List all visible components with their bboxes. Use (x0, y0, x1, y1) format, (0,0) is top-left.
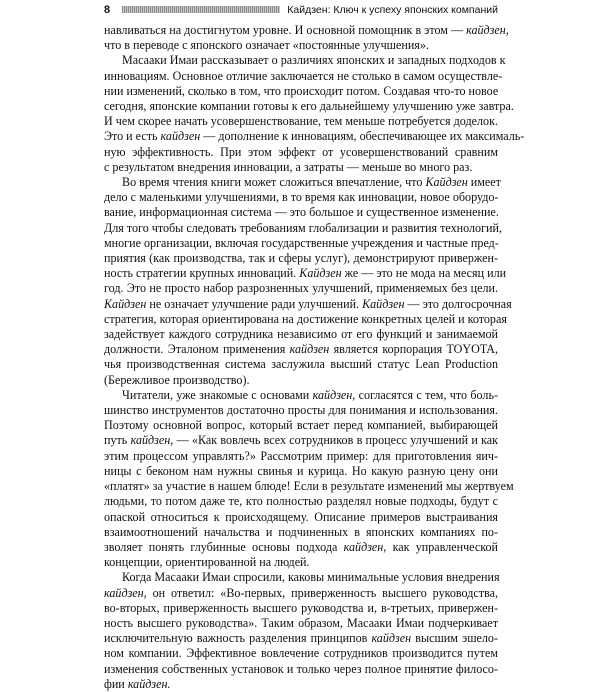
text-line: Во время чтения книги может сложиться впечатление, что Кайдзен имеет (122, 175, 501, 190)
text-line: во-вторых, приверженность высшего руководства и, в-третьих, привержен- (104, 600, 498, 615)
paragraph (104, 175, 512, 388)
italic-term: Кайдзен (425, 175, 468, 190)
text-line: опаской относиться к происходящему. Описание примеров выстраивания (104, 509, 498, 524)
italic-term: кайдзен (371, 631, 412, 646)
text-line: «платят» за участие в нашем блюде! Если в результате изменений мы жертвуем (104, 479, 514, 494)
text-line: Когда Масааки Имаи спросили, каковы минимальные условия внедрения (122, 570, 500, 585)
text-line: навливаться на достигнутом уровне. И основной помощник в этом — кайдзен, (104, 23, 509, 37)
italic-term: кайдзен (160, 129, 201, 144)
text-line: с результатом внедрения инновации, а затраты — меньше во много раз. (104, 159, 473, 174)
text-line: путь кайдзен, — «Как вовлечь всех сотрудников в процесс улучшений и как (104, 433, 499, 448)
text-line: ность высшего руководства». Таким образом, Масааки Имаи подчеркивает (104, 615, 498, 630)
text-line: взаимоотношений начальства и подчиненных в японских компаниях по- (104, 524, 498, 539)
text-line: год. Это не просто набор разрозненных улучшений, применяемых без цели. (104, 281, 498, 296)
italic-term: Кайдзен (299, 266, 342, 281)
text-line: чья производственная система заслужила высший статус Lean Production (104, 357, 498, 372)
text-line: (Бережливое производство). (104, 372, 250, 387)
text-line: Кайдзен не означает улучшение ради улучшений. Кайдзен — это долгосрочная (104, 296, 512, 311)
text-line: ность стратегии крупных инноваций. Кайдзен же — это не мода на месяц или (104, 266, 507, 281)
text-line: Для того чтобы следовать требованиям глобализации и развития технологий, (104, 220, 502, 235)
text-line: Читатели, уже знакомые с основами кайдзен, согласятся с тем, что боль- (122, 387, 499, 402)
text-line: изменения собственных установок и только через полное принятие филосо- (104, 661, 498, 676)
text-line: шинство инструментов достаточно просты для понимания и использования. (104, 403, 498, 418)
header-decorative-rule (122, 6, 280, 13)
running-header (104, 2, 498, 17)
text-line: стратегия, которая ориентирована на достижение конкретных целей и которая (104, 311, 507, 326)
text-line: Это и есть кайдзен — дополнение к инновациям, обеспечивающее их максималь- (104, 129, 525, 144)
text-line: инновациям. Основное отличие заключается не столько в самом осуществле- (104, 68, 503, 83)
text-line: Масааки Имаи рассказывает о различиях японских и западных подходов к (122, 53, 506, 68)
text-line: исключительную важность разделения принципов кайдзен высшим эшело- (104, 631, 498, 646)
body-text (104, 23, 525, 692)
italic-term: кайдзен (312, 387, 353, 402)
italic-term: кайдзен. (127, 676, 171, 691)
text-line: задействует каждого сотрудника независимо от его функций и занимаемой (104, 327, 498, 342)
text-line: кайдзен, он ответил: «Во-первых, приверженность высшего руководства, (104, 585, 498, 600)
italic-term: Кайдзен (104, 296, 147, 311)
text-line: многие организации, включая государственные учреждения и частные пред- (104, 235, 499, 250)
paragraph (104, 53, 525, 175)
paragraph (104, 23, 509, 53)
running-title: Кайдзен: Ключ к успеху японских компаний (287, 3, 498, 16)
italic-term: кайдзен (343, 539, 384, 554)
text-line: Поэтому основной вопрос, который встает перед компанией, выбирающей (104, 418, 498, 433)
text-line: ном компании. Эффективное вовлечение сотрудников производится путем (104, 646, 498, 661)
text-line: нии изменений, сколько в том, что происходит потом. Создавая что-то новое (104, 83, 499, 98)
italic-term: кайдзен, (104, 585, 147, 600)
italic-term: кайдзен, (466, 23, 509, 37)
text-line: вание, информационная система — это большое и существенное изменение. (104, 205, 499, 220)
text-line: зволяет понять глубинные основы подхода кайдзен, как управленческой (104, 539, 498, 554)
italic-term: кайдзен, (130, 433, 174, 448)
text-line: ную эффективность. При этом эффект от усовершенствований сравним (104, 144, 498, 159)
text-line: этим процессом управлять?» Рассмотрим пример: для приготовления яич- (104, 448, 498, 463)
paragraph (104, 570, 498, 692)
text-line: дело с маленькими улучшениями, в то время как инновации, новое оборудо- (104, 190, 499, 205)
text-line: должности. Эталоном применения кайдзен является корпорация TOYOTA, (104, 342, 499, 357)
text-line: сегодня, японские компании готовы к его дальнейшему улучшению уже завтра. (104, 99, 514, 114)
paragraph (104, 387, 514, 570)
italic-term: кайдзен (289, 342, 330, 357)
text-line: И чем скорее начать усовершенствование, тем меньше потребуется доделок. (104, 114, 498, 129)
text-line: что в переводе с японского означает «постоянные улучшения». (104, 38, 429, 53)
text-line: людьми, то потом даже те, кто полностью разделял новые подходы, будут с (104, 494, 498, 509)
text-line: приятия (как производства, так и сферы услуг), демонстрируют привержен- (104, 251, 498, 266)
text-line: фии кайдзен. (104, 676, 171, 691)
text-line: концепции, ориентированной на людей. (104, 555, 310, 570)
page-number: 8 (104, 3, 111, 16)
italic-term: Кайдзен (362, 296, 405, 311)
text-line: ницы с беконом нам нужны свинья и курица. Но какую разную цену они (104, 463, 498, 478)
